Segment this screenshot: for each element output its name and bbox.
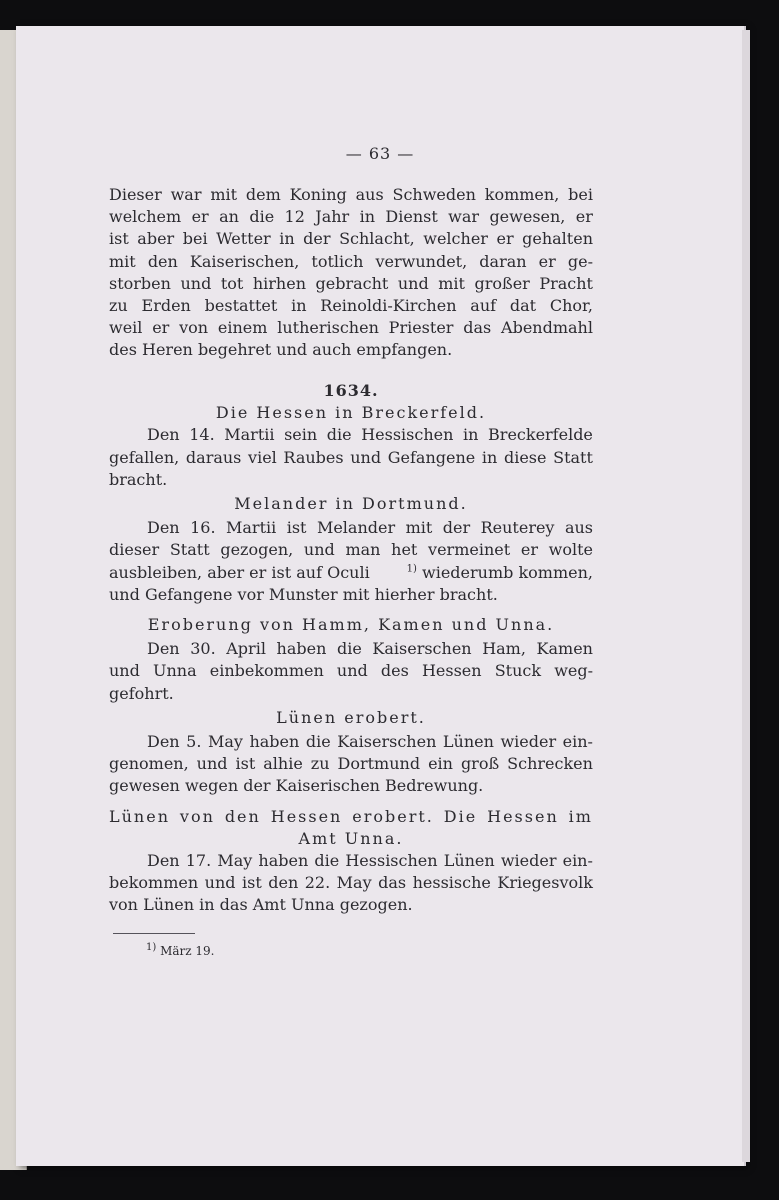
footnote-divider xyxy=(113,933,195,934)
text-line: weil er von einem lutherischen Priester das Abendmahl xyxy=(109,318,593,338)
text-line: welchem er an die 12 Jahr in Dienst war gewesen, er xyxy=(109,207,593,227)
book-page xyxy=(16,26,744,1166)
text-fragment: ausbleiben, aber er ist auf Oculi xyxy=(109,562,370,582)
text-line: mit den Kaiserischen, totlich verwundet, daran er ge- xyxy=(109,251,593,271)
text-line: genomen, und ist alhie zu Dortmund ein groß Schrecken xyxy=(109,754,593,774)
text-line: und Unna einbekommen und des Hessen Stuck weg- xyxy=(109,661,593,681)
text-line: gefallen, daraus viel Raubes und Gefangene in diese Statt xyxy=(109,447,593,467)
text-line: zu Erden bestattet in Reinoldi-Kirchen auf dat Chor, xyxy=(109,296,593,316)
text-line: bracht. xyxy=(109,469,168,489)
footnote-ref: 1) xyxy=(406,563,417,575)
section-heading: Lünen von den Hessen erobert. Die Hessen im xyxy=(109,806,593,826)
section-heading: Amt Unna. xyxy=(298,828,404,848)
text-line: storben und tot hirhen gebracht und mit großer Pracht xyxy=(109,273,593,293)
text-line: Den 5. May haben die Kaiserschen Lünen wieder ein- xyxy=(147,732,593,752)
text-line: dieser Statt gezogen, und man het vermeinet er wolte xyxy=(109,540,593,560)
year-heading: 1634. xyxy=(323,381,379,400)
text-line: gewesen wegen der Kaiserischen Bedrewung. xyxy=(109,776,484,796)
footnote xyxy=(146,944,214,958)
text-line: Dieser war mit dem Koning aus Schweden kommen, bei xyxy=(109,185,593,204)
text-line: ist aber bei Wetter in der Schlacht, welcher er gehalten xyxy=(109,229,593,249)
text-line: gefohrt. xyxy=(109,683,174,703)
footnote-text: März 19. xyxy=(156,944,215,958)
text-fragment: wiederumb kommen, xyxy=(416,562,593,582)
text-line: Den 17. May haben die Hessischen Lünen wieder ein- xyxy=(147,851,593,871)
text-line xyxy=(109,562,593,584)
text-line: und Gefangene vor Munster mit hierher bracht. xyxy=(109,584,498,604)
text-line: des Heren begehret und auch empfangen. xyxy=(109,340,453,360)
paragraph-1 xyxy=(109,184,593,362)
section-heading: Die Hessen in Breckerfeld. xyxy=(215,403,487,423)
text-line: von Lünen in das Amt Unna gezogen. xyxy=(109,895,413,915)
text-line: Den 16. Martii ist Melander mit der Reuterey aus xyxy=(147,518,593,538)
text-line: bekommen und ist den 22. May das hessische Kriegesvolk xyxy=(109,873,593,893)
footnote-mark: 1) xyxy=(146,942,157,953)
page-edge xyxy=(742,30,750,1162)
text-line: Den 30. April haben die Kaiserschen Ham, Kamen xyxy=(147,639,593,659)
section-heading: Lünen erobert. xyxy=(276,707,426,727)
text-line: Den 14. Martii sein die Hessischen in Breckerfelde xyxy=(147,425,593,445)
year-section xyxy=(109,380,593,917)
page-number: — 63 — xyxy=(345,144,415,163)
section-heading: Melander in Dortmund. xyxy=(234,494,468,514)
section-heading: Eroberung von Hamm, Kamen und Unna. xyxy=(147,615,555,635)
